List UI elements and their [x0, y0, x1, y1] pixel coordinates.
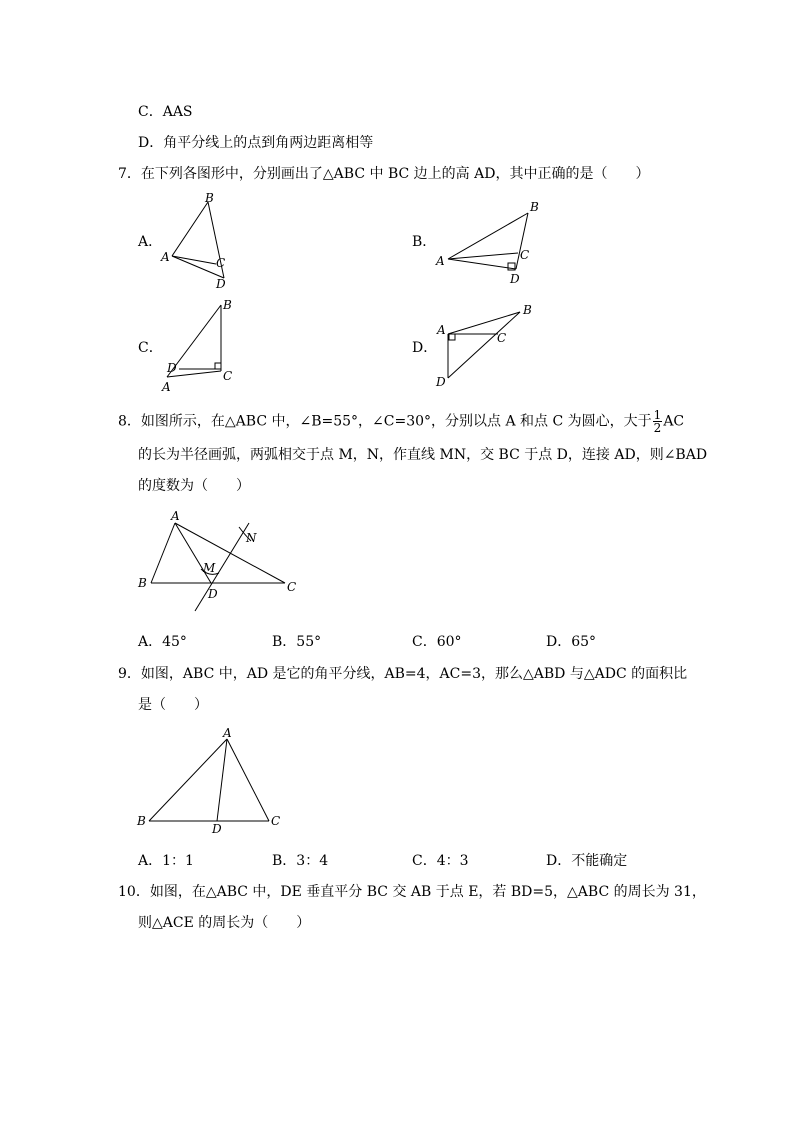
q7-figure-d [430, 298, 550, 393]
q7b-label-c: C [520, 248, 530, 262]
q8-figure [135, 505, 305, 615]
q7d-label-d: D [436, 375, 446, 389]
q9-option-d: D．不能确定 [546, 853, 628, 869]
q8-option-a: A．45° [138, 634, 187, 650]
q8-stem-line1 [118, 409, 684, 434]
prev-option-c: C．AAS [138, 104, 193, 120]
q7b-side-ac [448, 253, 518, 259]
q7d-side-dbc [448, 312, 520, 378]
q9-side-ac [227, 739, 269, 821]
q7a-label-b: B [205, 191, 214, 205]
q8-stem-line3: 的度数为（ ） [138, 478, 250, 494]
q8-stem-line2: 的长为半径画弧，两弧相交于点 M，N，作直线 MN，交 BC 于点 D，连接 AD，则∠BAD [138, 447, 708, 463]
q7-stem: 7．在下列各图形中，分别画出了△ABC 中 BC 边上的高 AD，其中正确的是（ ） [118, 166, 650, 182]
q9-label-d: D [212, 822, 222, 836]
q7d-label-c: C [497, 331, 507, 345]
q8-label-a: A [171, 509, 180, 523]
q8-label-m: M [203, 561, 216, 575]
q8-label-n: N [246, 531, 257, 545]
q8-option-c: C．60° [412, 634, 462, 650]
prev-option-d: D．角平分线上的点到角两边距离相等 [138, 135, 374, 151]
q8-stem-line1-text: 8．如图所示，在△ABC 中，∠B=55°，∠C=30°，分别以点 A 和点 C 为圆心，大于 [118, 413, 652, 430]
q7c-label-c: C [223, 369, 233, 383]
q10-stem-line2: 则△ACE 的周长为（ ） [138, 915, 311, 931]
q8-fraction [653, 409, 663, 434]
q9-stem-line1: 9．如图，ABC 中，AD 是它的角平分线，AB=4，AC=3，那么△ABD 与△ADC 的面积比 [118, 666, 688, 682]
q7b-label-a: A [436, 254, 445, 268]
q9-side-ab [149, 739, 227, 821]
q8-label-b: B [138, 576, 147, 590]
q7d-label-a: A [437, 323, 446, 337]
q8-frac-num: 1 [653, 408, 662, 422]
q8-stem-line1-post: AC [663, 413, 685, 430]
q7-option-c-label: C． [138, 340, 163, 356]
q7-option-d-label: D． [412, 340, 438, 356]
q9-label-a: A [223, 726, 232, 740]
q7c-label-a: A [162, 380, 171, 394]
q10-stem-line1: 10．如图，在△ABC 中，DE 垂直平分 BC 交 AB 于点 E，若 BD=5，△ABC 的周长为 31， [118, 884, 706, 900]
q7-option-a-label: A． [138, 234, 163, 250]
q9-option-a: A．1：1 [138, 853, 194, 869]
q7b-label-d: D [510, 272, 520, 286]
q7a-label-a: A [161, 250, 170, 264]
q8-option-b: B．55° [272, 634, 322, 650]
q7a-label-c: C [216, 256, 226, 270]
q8-option-d: D．65° [546, 634, 597, 650]
q7-figure-a [150, 190, 250, 295]
q9-option-b: B．3：4 [272, 853, 329, 869]
q7a-side-ab [172, 202, 208, 256]
q7c-label-d: D [167, 361, 177, 375]
q9-option-c: C．4：3 [412, 853, 469, 869]
q9-bisector-ad [217, 739, 227, 821]
q8-frac-den: 2 [653, 421, 662, 435]
q7-figure-b [430, 195, 560, 290]
q7d-label-b: B [523, 303, 532, 317]
q9-label-c: C [271, 814, 281, 828]
q7a-label-d: D [216, 277, 226, 291]
q7c-label-b: B [223, 298, 232, 312]
q8-label-c: C [287, 580, 297, 594]
q9-label-b: B [137, 814, 146, 828]
q7d-side-ab [448, 312, 520, 334]
q8-side-ac [175, 523, 285, 583]
q7b-side-ad [448, 259, 516, 269]
q7c-right-angle-mark [215, 363, 221, 369]
q7b-side-ab [448, 213, 528, 259]
q7d-right-angle-mark [449, 334, 455, 340]
q7b-label-b: B [530, 200, 539, 214]
q8-side-ab [151, 523, 175, 583]
q7-option-b-label: B． [412, 234, 437, 250]
q8-label-d: D [208, 587, 218, 601]
q9-stem-line2: 是（ ） [138, 697, 208, 713]
q7a-side-ac [172, 256, 216, 264]
q9-figure [135, 725, 295, 840]
q7-figure-c [155, 295, 255, 400]
